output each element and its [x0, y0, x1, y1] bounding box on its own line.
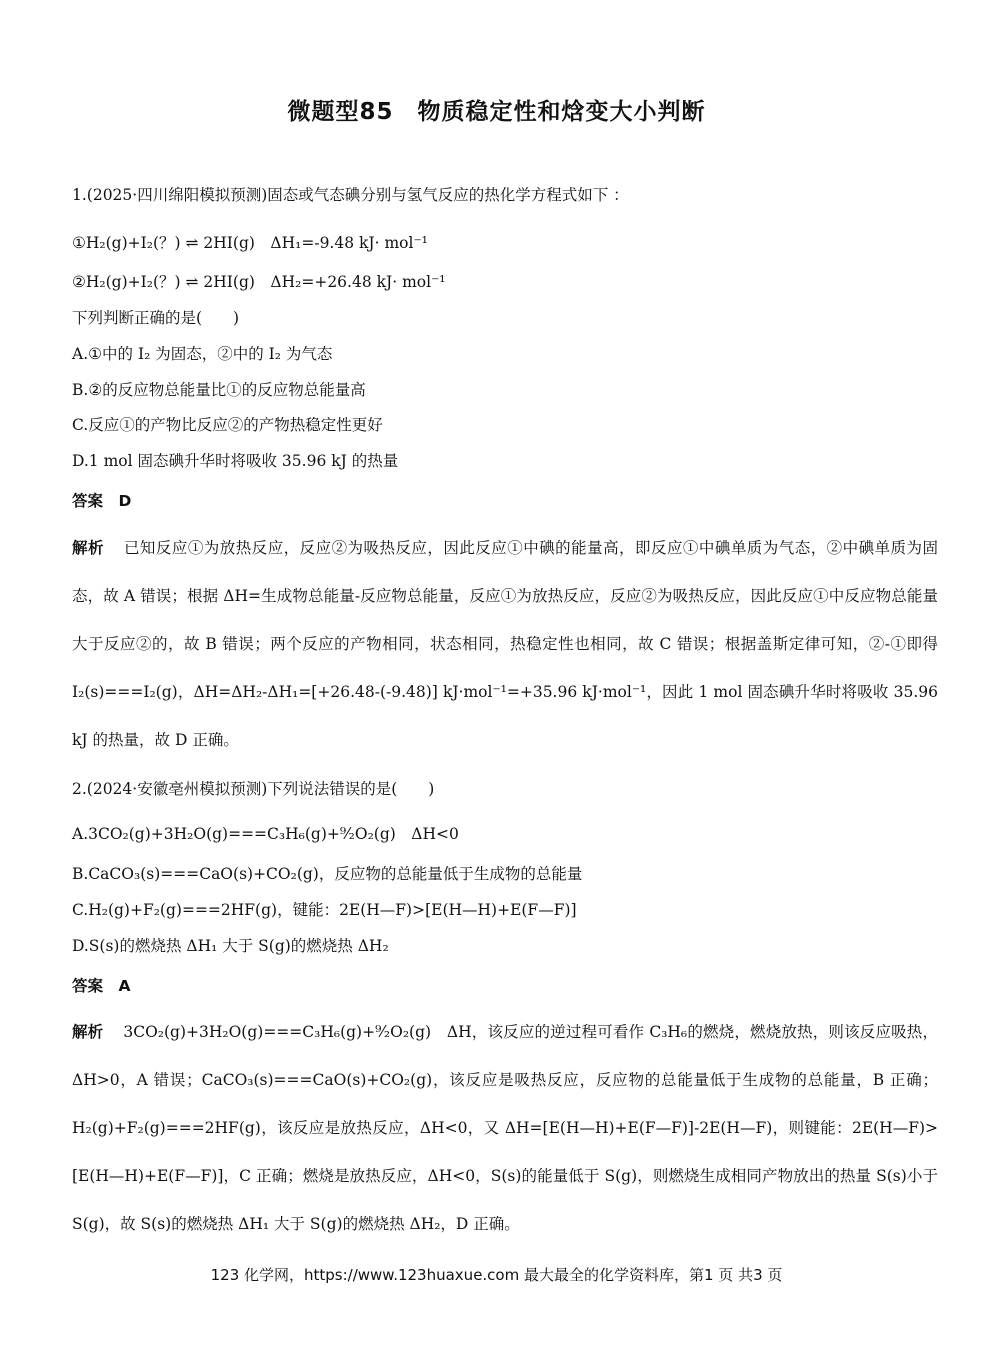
q1-stem: 1.(2025·四川绵阳模拟预测)固态或气态碘分别与氢气反应的热化学方程式如下 ： [72, 186, 629, 204]
q1-option-d: D.1 mol 固态碘升华时将吸收 35.96 kJ 的热量 [72, 452, 399, 470]
q1-analysis-label: 解析 [72, 539, 104, 557]
q2-option-c: C.H₂(g)+F₂(g)===2HF(g)，键能：2E(H—F)>[E(H—H)+E(F—F)] [72, 901, 577, 919]
q2-answer: 答案 A [72, 977, 131, 995]
q2-option-d: D.S(s)的燃烧热 ΔH₁ 大于 S(g)的燃烧热 ΔH₂ [72, 937, 389, 955]
q2-analysis-text: 3CO₂(g)+3H₂O(g)===C₃H₆(g)+⁹⁄₂O₂(g) ΔH，该反应的逆过程可看作 C₃H₆的燃烧，燃烧放热，则该反应吸热，ΔH>0，A 错误；CaCO₃(s)===CaO(s)+CO₂(g)，该反应是吸热反应，反应物的总能量低于生成物的总能量，B 正确；H₂(g)+F₂(g)===2HF(g)，该反应是放热反应，ΔH<0，又 ΔH=[E(H—H)+E(F—F)]-2E(H—F)，则键能：2E(H—F)>[E(H—H)+E(F—F)]，C 正确；燃烧是放热反应，ΔH<0，S(s)的能量低于 S(g)，则燃烧生成相同产物放出的热量 S(s)小于 S(g)，故 S(s)的燃烧热 ΔH₁ 大于 S(g)的燃烧热 ΔH₂，D 正确。 [72, 1023, 938, 1233]
q1-option-b: B.②的反应物总能量比①的反应物总能量高 [72, 381, 366, 399]
q1-answer: 答案 D [72, 492, 132, 510]
page-footer: 123 化学网，https://www.123huaxue.com 最大最全的化学资料库，第1 页 共3 页 [210, 1266, 783, 1284]
q1-equation-2: ②H₂(g)+I₂(？) ⇌ 2HI(g) ΔH₂=+26.48 kJ· mol⁻¹ [72, 273, 446, 291]
q2-stem: 2.(2024·安徽亳州模拟预测)下列说法错误的是( ) [72, 780, 435, 798]
q2-analysis-label: 解析 [72, 1023, 104, 1041]
q1-option-a: A.①中的 I₂ 为固态，②中的 I₂ 为气态 [72, 345, 333, 363]
q2-option-a: A.3CO₂(g)+3H₂O(g)===C₃H₆(g)+⁹⁄₂O₂(g) ΔH<0 [72, 825, 459, 843]
page-title: 微题型85 物质稳定性和焓变大小判断 [287, 99, 706, 125]
q1-analysis [72, 524, 938, 764]
q2-option-b: B.CaCO₃(s)===CaO(s)+CO₂(g)，反应物的总能量低于生成物的总能量 [72, 865, 583, 883]
q1-option-c: C.反应①的产物比反应②的产物热稳定性更好 [72, 416, 383, 434]
q1-equation-1: ①H₂(g)+I₂(？) ⇌ 2HI(g) ΔH₁=-9.48 kJ· mol⁻¹ [72, 234, 428, 252]
q1-prompt: 下列判断正确的是( ) [72, 309, 240, 327]
q1-analysis-text: 已知反应①为放热反应，反应②为吸热反应，因此反应①中碘的能量高，即反应①中碘单质为气态，②中碘单质为固态，故 A 错误；根据 ΔH=生成物总能量-反应物总能量，反应①为放热反应，反应②为吸热反应，因此反应①中反应物总能量大于反应②的，故 B 错误；两个反应的产物相同，状态相同，热稳定性也相同，故 C 错误；根据盖斯定律可知，②-①即得 I₂(s)===I₂(g)，ΔH=ΔH₂-ΔH₁=[+26.48-(-9.48)] kJ·mol⁻¹=+35.96 kJ·mol⁻¹，因此 1 mol 固态碘升华时将吸收 35.96 kJ 的热量，故 D 正确。 [72, 539, 938, 749]
q2-analysis [72, 1008, 938, 1248]
